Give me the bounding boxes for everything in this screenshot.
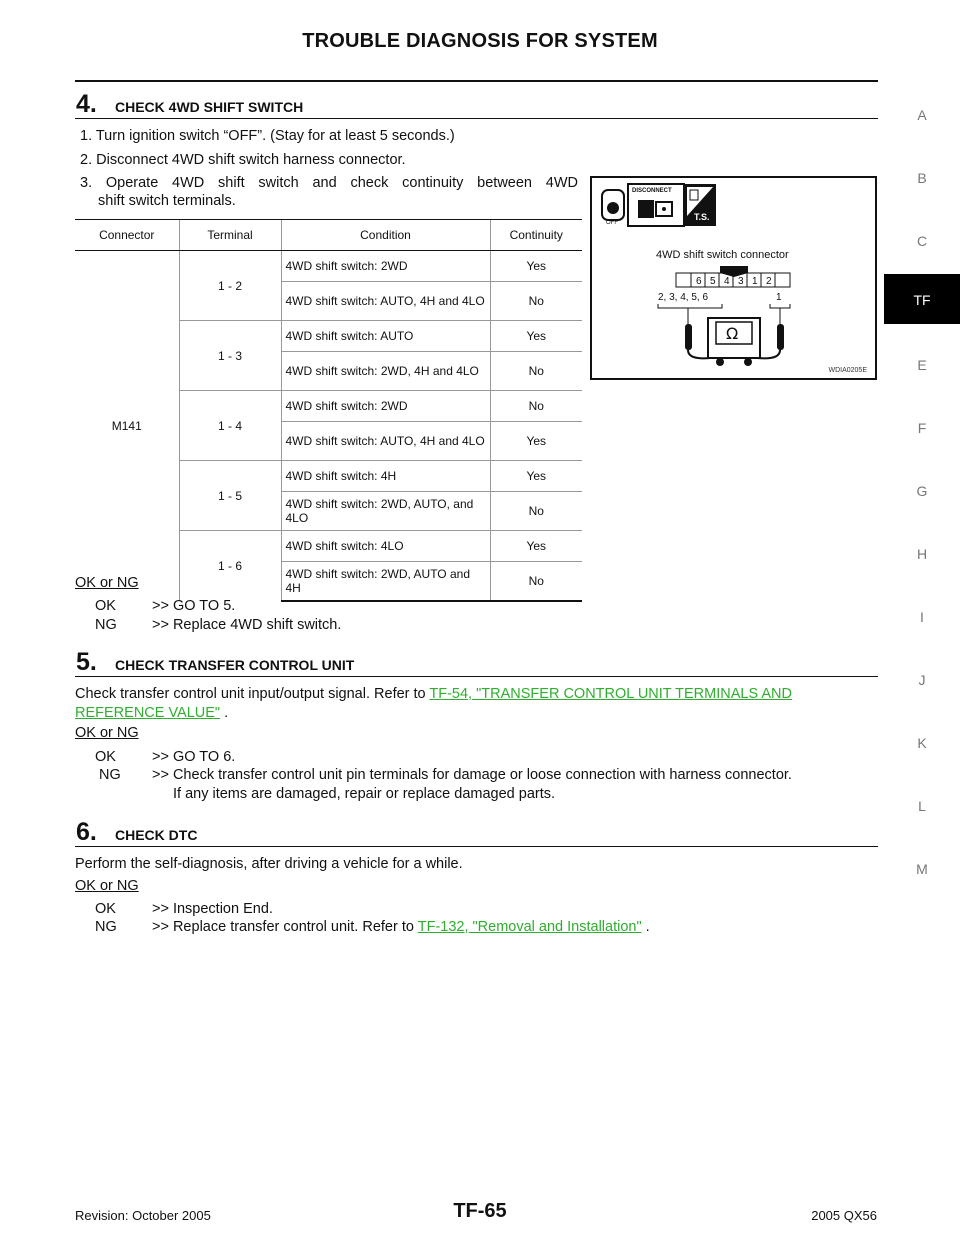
step6-ok-response — [95, 900, 878, 920]
side-index-k[interactable]: K — [917, 735, 927, 751]
disconnect-icon — [628, 184, 684, 226]
step4-ok-response — [95, 597, 595, 617]
terminal-cell: 1 - 5 — [179, 461, 281, 531]
ok-label: OK — [95, 749, 116, 765]
step4-item-1: 1. Turn ignition switch “OFF”. (Stay for at least 5 seconds.) — [80, 128, 455, 144]
side-index-m[interactable]: M — [916, 861, 928, 877]
terminal-cell: 1 - 2 — [179, 251, 281, 321]
footer-page-number: TF-65 — [453, 1200, 507, 1222]
step4-ok-ng: OK or NG — [75, 575, 139, 591]
ng-text: >> Check transfer control unit pin terminals for damage or loose connection with harness connector. — [152, 767, 792, 783]
step6-number: 6. — [76, 818, 97, 846]
ng-text-group — [152, 918, 650, 937]
step4-item-2: 2. Disconnect 4WD shift switch harness connector. — [80, 152, 406, 168]
condition-cell: 4WD shift switch: 2WD, 4H and 4LO — [281, 352, 490, 391]
th-terminal: Terminal — [179, 220, 281, 251]
ng-text: >> Replace 4WD shift switch. — [152, 617, 342, 633]
condition-cell: 4WD shift switch: AUTO, 4H and 4LO — [281, 282, 490, 321]
ng-label: NG — [99, 767, 121, 783]
step6-body: Perform the self-diagnosis, after driving a vehicle for a while. — [75, 856, 463, 872]
side-index-a[interactable]: A — [917, 107, 927, 123]
header-rule — [75, 80, 878, 82]
pin-label: 1 — [752, 276, 758, 287]
continuity-cell: No — [490, 391, 582, 422]
connector-title: 4WD shift switch connector — [656, 249, 789, 261]
connector-diagram — [592, 178, 875, 378]
continuity-cell: No — [490, 352, 582, 391]
continuity-cell: Yes — [490, 251, 582, 282]
ng-suffix: . — [645, 919, 650, 935]
step4-heading — [75, 90, 878, 119]
condition-cell: 4WD shift switch: 2WD, AUTO, and 4LO — [281, 492, 490, 531]
tester-icon — [684, 184, 716, 226]
pin-label: 3 — [738, 276, 744, 287]
condition-cell: 4WD shift switch: 4LO — [281, 531, 490, 562]
step6-heading — [75, 818, 878, 847]
terminal-cell: 1 - 6 — [179, 531, 281, 602]
step6-reference-link[interactable]: TF-132, "Removal and Installation" — [417, 919, 642, 935]
step5-body — [75, 685, 878, 723]
th-condition: Condition — [281, 220, 490, 251]
side-index-b[interactable]: B — [917, 170, 927, 186]
step6-title: CHECK DTC — [115, 827, 198, 843]
continuity-cell: No — [490, 282, 582, 321]
continuity-cell: Yes — [490, 422, 582, 461]
side-index-j[interactable]: J — [918, 672, 926, 688]
condition-cell: 4WD shift switch: AUTO — [281, 321, 490, 352]
step5-body-suffix: . — [224, 705, 229, 721]
side-index-e[interactable]: E — [917, 357, 927, 373]
step4-title: CHECK 4WD SHIFT SWITCH — [115, 99, 304, 115]
pin-label: 4 — [724, 276, 730, 287]
connector-figure — [590, 176, 877, 380]
continuity-table — [75, 219, 582, 602]
step5-ok-response — [95, 748, 878, 768]
table-row — [75, 251, 582, 282]
ok-text: >> GO TO 6. — [152, 749, 236, 765]
footer-revision: Revision: October 2005 — [75, 1208, 211, 1223]
side-index-c[interactable]: C — [916, 233, 928, 249]
step5-ok-ng: OK or NG — [75, 725, 139, 741]
side-index-h[interactable]: H — [916, 546, 928, 562]
ts-label: T.S. — [694, 212, 710, 222]
condition-cell: 4WD shift switch: 4H — [281, 461, 490, 492]
side-index-f[interactable]: F — [917, 420, 927, 436]
side-index-tf[interactable]: TF — [884, 274, 960, 324]
ignition-off-icon — [602, 190, 624, 226]
left-probe-label: 2, 3, 4, 5, 6 — [658, 292, 709, 303]
step4-number: 4. — [76, 90, 97, 118]
ng-label: NG — [95, 919, 117, 935]
step6-ok-ng: OK or NG — [75, 878, 139, 894]
table-header-row — [75, 220, 582, 251]
ng-label: NG — [95, 617, 117, 633]
footer-model: 2005 QX56 — [811, 1208, 877, 1223]
ok-label: OK — [95, 598, 116, 614]
left-probe-icon — [685, 324, 692, 350]
side-index-i[interactable]: I — [920, 609, 924, 625]
condition-cell: 4WD shift switch: 2WD — [281, 391, 490, 422]
step5-ng-response — [95, 766, 878, 806]
right-probe-icon — [777, 324, 784, 350]
terminal-cell: 1 - 3 — [179, 321, 281, 391]
step5-body-prefix: Check transfer control unit input/output signal. Refer to — [75, 686, 426, 702]
ok-text: >> GO TO 5. — [152, 598, 236, 614]
step5-title: CHECK TRANSFER CONTROL UNIT — [115, 657, 355, 673]
side-index-g[interactable]: G — [916, 483, 928, 499]
terminal-cell: 1 - 4 — [179, 391, 281, 461]
condition-cell: 4WD shift switch: AUTO, 4H and 4LO — [281, 422, 490, 461]
page-title: TROUBLE DIAGNOSIS FOR SYSTEM — [302, 30, 658, 52]
off-label: OFF — [606, 220, 618, 226]
ohm-symbol: Ω — [726, 324, 739, 343]
pin-label: 2 — [766, 276, 772, 287]
right-bracket — [770, 304, 790, 308]
ok-label: OK — [95, 901, 116, 917]
connector-cell: M141 — [111, 419, 142, 433]
continuity-cell: Yes — [490, 531, 582, 562]
connector-face — [676, 266, 790, 287]
side-index-l[interactable]: L — [918, 798, 926, 814]
ng-text: >> Replace transfer control unit. Refer to — [152, 919, 414, 935]
disconnect-label: DISCONNECT — [632, 188, 672, 194]
ng-text-cont: If any items are damaged, repair or replace damaged parts. — [173, 786, 556, 802]
step5-reference-link[interactable]: TF-54, "TRANSFER CONTROL UNIT TERMINALS AND REFERENCE VALUE" — [75, 686, 792, 721]
continuity-cell: No — [490, 492, 582, 531]
step5-number: 5. — [76, 648, 97, 676]
pin-label: 6 — [696, 276, 702, 287]
step4-ng-response — [95, 616, 595, 636]
condition-cell: 4WD shift switch: 2WD — [281, 251, 490, 282]
step4-item-3-cont: shift switch terminals. — [98, 193, 236, 209]
th-connector: Connector — [75, 220, 179, 251]
right-probe-label: 1 — [776, 292, 782, 303]
continuity-cell: No — [490, 562, 582, 602]
th-continuity: Continuity — [490, 220, 582, 251]
ohmmeter-icon — [688, 318, 780, 366]
continuity-cell: Yes — [490, 461, 582, 492]
continuity-cell: Yes — [490, 321, 582, 352]
step4-item-3: 3. Operate 4WD shift switch and check continuity between 4WD — [80, 175, 578, 191]
left-bracket — [658, 304, 722, 308]
ok-text: >> Inspection End. — [152, 901, 273, 917]
pin-label: 5 — [710, 276, 716, 287]
step5-heading — [75, 648, 878, 677]
condition-cell: 4WD shift switch: 2WD, AUTO and 4H — [281, 562, 490, 602]
step6-ng-response — [95, 918, 878, 938]
figure-id: WDIA0205E — [828, 367, 867, 374]
